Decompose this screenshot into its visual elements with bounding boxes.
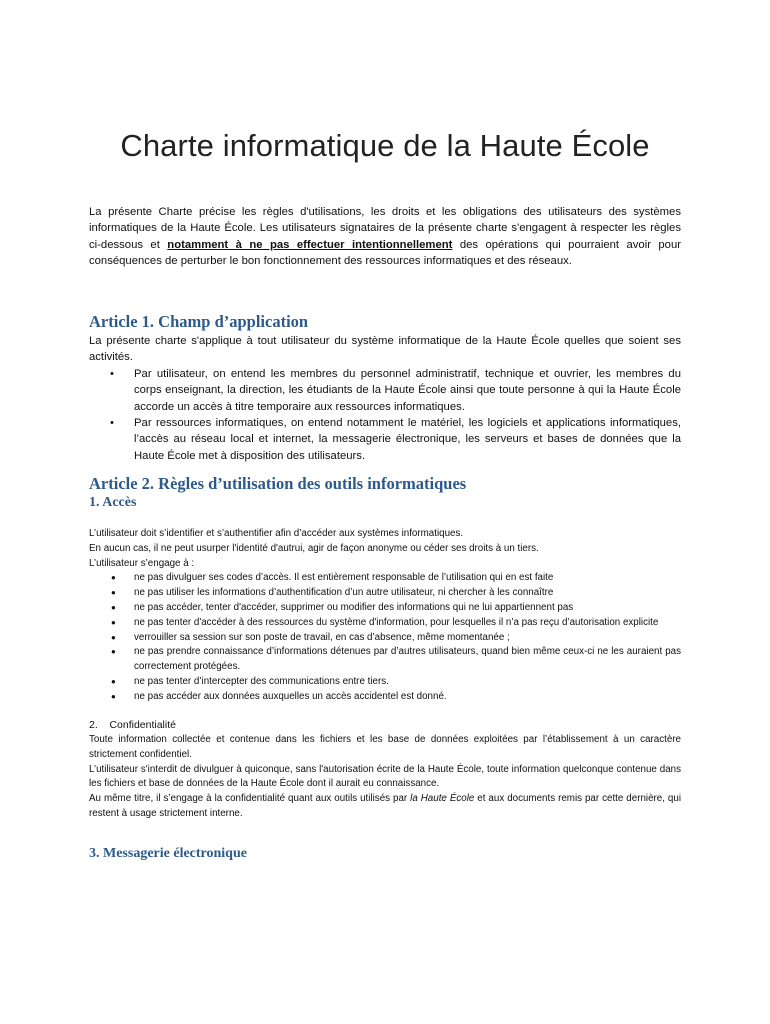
article1-text: La présente charte s'applique à tout utilisateur du système informatique de la Haute École quelles que soient ses activités. [89,335,681,364]
section-title: Confidentialité [109,719,176,731]
list-item: ● ne pas tenter d'accéder à des ressources du système d'information, pour lesquelles il n’a pas reçu d’autorisation explicite [89,616,681,631]
confidentialite-paragraph: Toute information collectée et contenue dans les fichiers et les base de données exploitées par l’établissement à un caractère strictement confidentiel. [89,734,681,760]
article2-heading: Article 2. Règles d’utilisation des outils informatiques [89,474,467,493]
intro-text-end: des opérations qui pourraient avoir pour conséquences de perturber le bon fonctionnement des ressources informatiques et des réseaux. [89,238,682,268]
list-item: ● ne pas divulguer ses codes d’accès. Il est entièrement responsable de l’utilisation qui en est faite [89,571,681,586]
bullet-icon: ● [111,588,116,598]
acces-line: L’utilisateur doit s’identifier et s’authentifier afin d’accéder aux systèmes informatiques. [89,528,464,539]
intro-text-start: La présente Charte précise les règles d'utilisations, les droits et les obligations des utilisateurs des systèmes informatiques de la Haute École. Les utilisateurs signataires de la présente charte s'engagent à respecter les règles ci-dessous et [89,206,681,251]
list-item: ● ne pas utiliser les informations d’authentification d’un autre utilisateur, ni chercher à les connaître [89,586,681,601]
list-item: ● ne pas accéder aux données auxquelles un accès accidentel est donné. [89,690,681,705]
document-title: Charte informatique de la Haute École [120,128,650,163]
article1-body [89,333,681,464]
list-item: ● ne pas accéder, tenter d'accéder, supprimer ou modifier des informations qui ne lui appartiennent pas [89,601,681,616]
bullet-icon: ● [111,632,116,642]
section-number: 2. [89,719,98,731]
section-confidentialite-body [89,733,681,822]
bullet-icon: ● [111,691,116,701]
confidentialite-paragraph: L’utilisateur s'interdit de divulguer à quiconque, sans l'autorisation écrite de la Haute École, toute information quelconque contenue dans les fichiers et base de données de la Haute École dont il aurait eu connaissance. [89,763,681,790]
acces-line: En aucun cas, il ne peut usurper l'identité d'autrui, agir de façon anonyme ou céder ses droits à un tiers. [89,542,539,554]
bullet-icon: ● [111,647,116,657]
section-messagerie-heading: 3. Messagerie électronique [89,846,247,861]
institution-name: la Haute École [410,793,475,805]
bullet-icon: ● [111,617,116,627]
bullet-icon: ● [111,602,116,612]
intro-emphasis: notamment à ne pas effectuer intentionnellement [167,238,453,251]
section-acces-heading: 1. Accès [89,495,137,510]
bullet-icon: • [110,417,114,430]
bullet-icon: • [110,367,114,380]
bullet-icon: ● [111,676,116,686]
list-item: • Par utilisateur, on entend les membres du personnel administratif, technique et ouvrier, les membres du corps enseignant, la direction, les étudiants de la Haute École ainsi que toute personne à qui la Haute École accorde un accès à titre temporaire aux ressources informatiques. [110,367,681,413]
bullet-icon: ● [111,573,116,583]
article1-bullet-list [89,366,681,464]
acces-bullet-list [89,571,681,704]
acces-line: L’utilisateur s’engage à : [89,557,195,569]
list-item: ● ne pas tenter d’intercepter des communications entre tiers. [89,675,681,690]
article1-heading: Article 1. Champ d’application [89,312,309,331]
list-item: • Par ressources informatiques, on entend notamment le matériel, les logiciels et applications informatiques, l’accès au réseau local et internet, la messagerie électronique, les serveurs et bases de données que la Haute École met à disposition des utilisateurs. [110,417,681,462]
section-acces-body [89,527,681,705]
list-item: ● ne pas prendre connaissance d’informations détenues par d’autres utilisateurs, quand bien même ceux-ci ne les auraient pas correctement protégées. [111,646,681,673]
confidentialite-paragraph: Au même titre, il s’engage à la confidentialité quant aux outils utilisés par la Haute École et aux documents remis par cette dernière, qui restent à usage strictement interne. [89,793,682,819]
intro-paragraph [89,204,681,270]
list-item: ● verrouiller sa session sur son poste de travail, en cas d’absence, même momentanée ; [89,631,681,646]
section-confidentialite-heading [89,719,176,731]
